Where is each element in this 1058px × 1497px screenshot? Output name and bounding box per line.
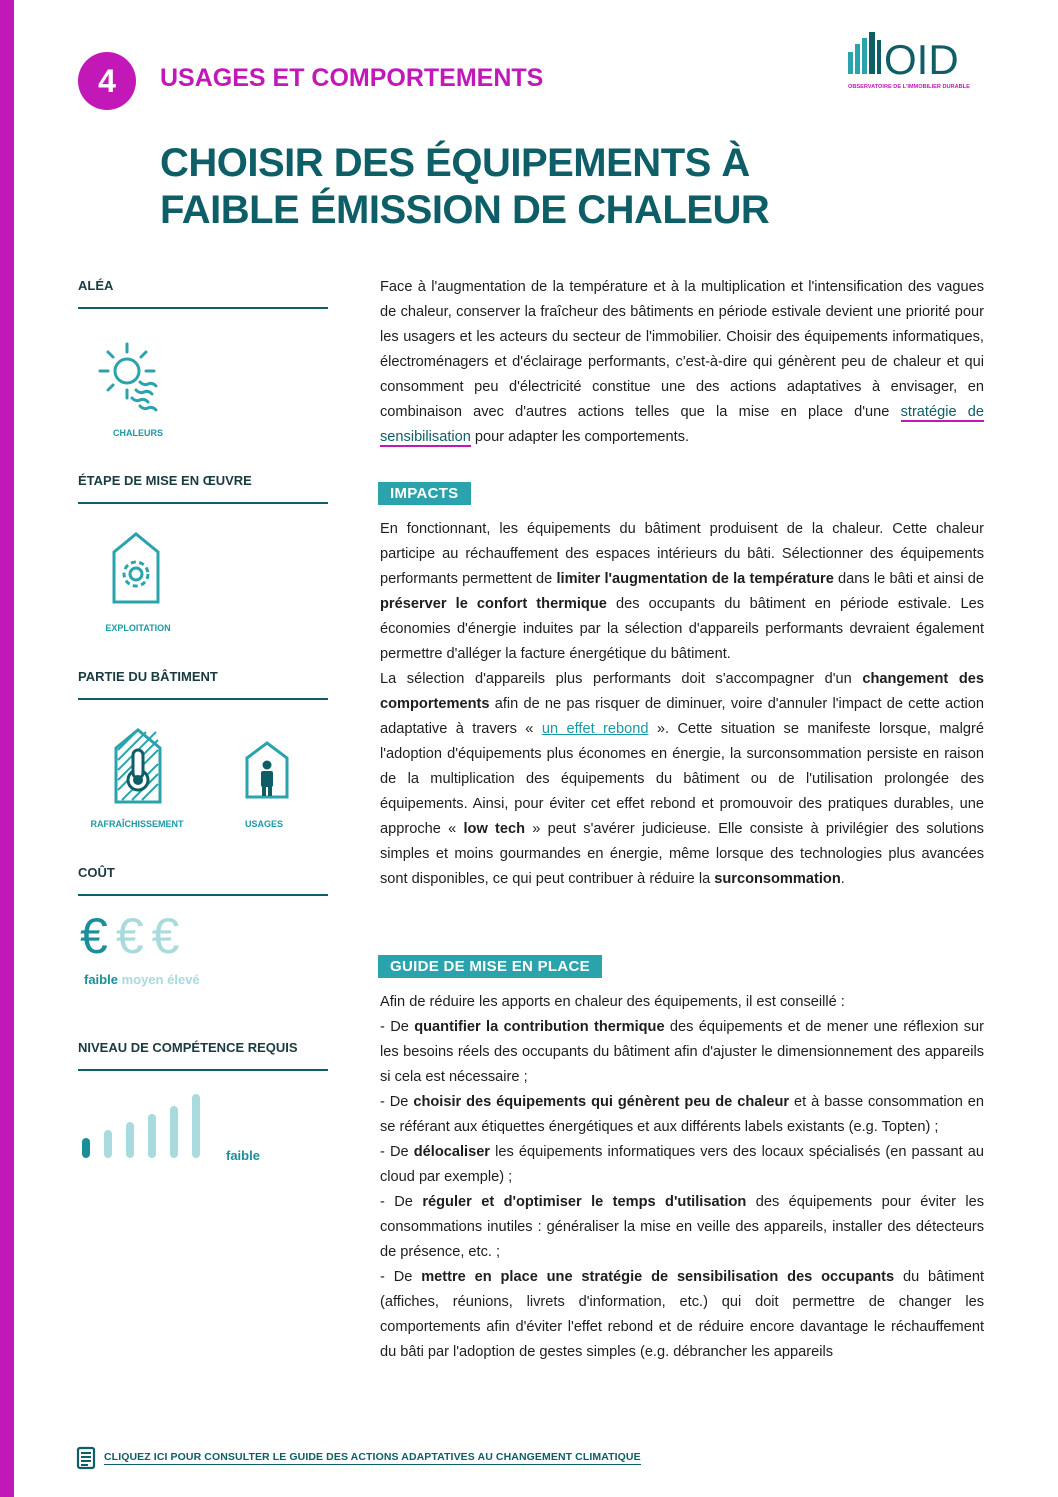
competence-level-bars: [78, 1088, 210, 1162]
oid-logo[interactable]: [846, 28, 986, 98]
intro-paragraph: Face à l'augmentation de la température et à la multiplication et l'intensification des vagues de chaleur, conserver la fraîcheur des bâtiments en période estivale devient une priorité pour les usagers et les acteurs du secteur de l'immobilier. Choisir des équipements informatiques, électroménagers et d'éclairage performants, c'est-à-dire qui génèrent peu de chaleur et qui consomment peu d'électricité constitue une des actions adaptatives à envisager, en combinaison avec d'autres actions telles que la mise en place d'une stratégie de sensibilisation pour adapter les comportements.: [380, 279, 984, 445]
competence-bar-5: [170, 1106, 178, 1158]
competence-bar-3: [126, 1122, 134, 1158]
cout-scale-labels: [84, 972, 200, 987]
chapter-title: USAGES ET COMPORTEMENTS: [160, 64, 544, 92]
guide-heading: GUIDE DE MISE EN PLACE: [378, 955, 602, 978]
guide-item: - De délocaliser les équipements informatiques vers des locaux spécialisés (en passant au cloud par exemple) ;: [380, 1144, 984, 1185]
competence-bar-1: [82, 1138, 90, 1158]
competence-bar-4: [148, 1114, 156, 1158]
competence-heading: NIVEAU DE COMPÉTENCE REQUIS: [78, 1040, 328, 1071]
page-title-line2: FAIBLE ÉMISSION DE CHALEUR: [160, 188, 770, 232]
cout-label-eleve: élevé: [167, 972, 200, 987]
cout-euro-scale: [80, 906, 187, 966]
rafraichissement-thermometer-icon: [112, 726, 164, 806]
page-title: [160, 140, 1020, 234]
guide-intro: Afin de réduire les apports en chaleur des équipements, il est conseillé :: [380, 994, 845, 1010]
competence-label: faible: [226, 1148, 260, 1163]
chapter-number-badge: 4: [78, 52, 136, 110]
logo-tagline: OBSERVATOIRE DE L'IMMOBILIER DURABLE: [848, 84, 970, 90]
competence-bar-2: [104, 1130, 112, 1158]
impacts-paragraph-1: En fonctionnant, les équipements du bâtiment produisent de la chaleur. Cette chaleur participe au réchauffement des espaces intérieurs du bâti. Sélectionner des équipements performants permettent de limiter l'augmentation de la température dans le bâti et ainsi de préserver le confort thermique des occupants du bâtiment en période estivale. Les économies d'énergie induites par la sélection d'appareils performants devraient également permettre d'alléger la facture énergétique du bâtiment.: [380, 521, 984, 662]
side-accent-bar: [0, 0, 14, 1497]
impacts-paragraph-2: La sélection d'appareils plus performants doit s'accompagner d'un changement des comportements afin de ne pas risquer de diminuer, voire d'annuler l'impact de cette action adaptative à travers « un effet rebond ». Cette situation se manifeste lorsque, malgré l'adoption d'équipements plus économes en énergie, la surconsommation persiste en raison de la multiplication des équipements du bâtiment ou de l'utilisation prolongée des équipements. Ainsi, pour éviter cet effet rebond et promouvoir des pratiques durables, une approche « low tech » peut s'avérer judicieuse. Elle consiste à privilégier des solutions simples et moins gourmandes en énergie, même lorsque des technologies plus avancées sont disponibles, ce qui peut contribuer à réduire la surconsommation.: [380, 671, 985, 887]
alea-label: CHALEURS: [112, 428, 163, 438]
cout-label-faible: faible: [84, 972, 118, 987]
logo-text: OID: [884, 36, 959, 83]
cout-heading: COÛT: [78, 865, 328, 896]
etape-label: EXPLOITATION: [105, 623, 171, 633]
document-icon: [76, 1446, 96, 1470]
guide-footer-link[interactable]: [76, 1446, 641, 1470]
partie-label-rafraichissement: RAFRAÎCHISSEMENT: [90, 819, 184, 829]
impacts-section: [380, 517, 984, 892]
guide-item: - De réguler et d'optimiser le temps d'utilisation des équipements pour éviter les consommations inutiles : généraliser la mise en veille des appareils, installer des détecteurs de présence, etc. ;: [380, 1194, 984, 1260]
guide-item: - De quantifier la contribution thermique des équipements et de mener une réflexion sur les besoins réels des occupants du bâtiment afin d'ajuster le dimensionnement des appareils si cela est nécessaire ;: [380, 1019, 984, 1085]
sun-heat-icon: [96, 340, 162, 412]
guide-item: - De mettre en place une stratégie de sensibilisation des occupants du bâtiment (affiches, réunions, livrets d'information, etc.) qui doit permettre de changer les comportements afin d'éviter l'effet rebond et de réduire encore davantage le réchauffement du bâti par l'adoption de gestes simples (e.g. débrancher les appareils: [380, 1269, 984, 1360]
partie-heading: PARTIE DU BÂTIMENT: [78, 669, 328, 700]
page-title-line1: CHOISIR DES ÉQUIPEMENTS À: [160, 141, 750, 185]
usages-person-house-icon: [244, 740, 290, 800]
alea-heading: ALÉA: [78, 278, 328, 309]
competence-bar-6: [192, 1094, 200, 1158]
partie-label-usages: USAGES: [244, 819, 283, 829]
oid-logo-mark-icon: [846, 28, 986, 98]
footer-link-text[interactable]: CLIQUEZ ICI POUR CONSULTER LE GUIDE DES ACTIONS ADAPTATIVES AU CHANGEMENT CLIMATIQUE: [104, 1451, 641, 1463]
effet-rebond-link[interactable]: un effet rebond: [541, 721, 649, 737]
exploitation-gear-house-icon: [110, 530, 162, 606]
euro-3: €: [151, 908, 188, 964]
etape-heading: ÉTAPE DE MISE EN ŒUVRE: [78, 473, 328, 504]
cout-label-moyen: moyen: [121, 972, 164, 987]
euro-2: €: [115, 908, 152, 964]
strategie-sensibilisation-link[interactable]: stratégie de sensibilisation: [380, 404, 984, 445]
impacts-heading: IMPACTS: [378, 482, 471, 505]
euro-1: €: [80, 908, 116, 964]
guide-section: [380, 990, 984, 1365]
guide-item: - De choisir des équipements qui génèrent peu de chaleur et à basse consommation en se référant aux étiquettes énergétiques et aux différents labels existants (e.g. Topten) ;: [380, 1094, 985, 1135]
